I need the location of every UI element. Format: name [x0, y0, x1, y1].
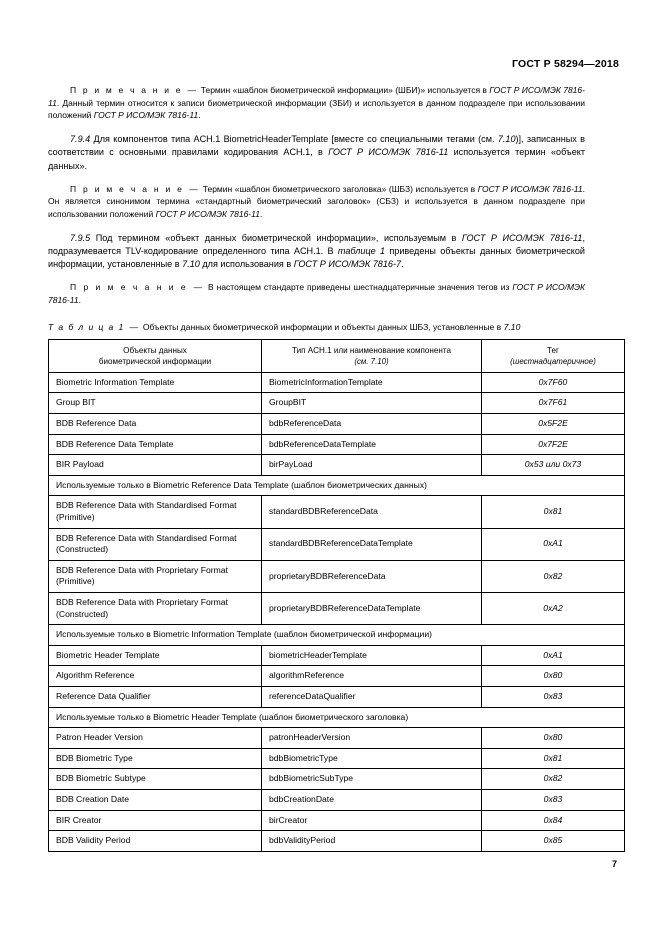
clause-text-795d: для использования в [199, 259, 294, 270]
table-row [49, 592, 625, 624]
cell-object-name: Patron Header Version [49, 728, 262, 749]
clause-text-795a: Под термином «объект данных биометрической информации», используемым в [95, 232, 462, 243]
cell-asn1-type: proprietaryBDBReferenceData [262, 560, 482, 592]
header-col2-line1: Тип ACH.1 или наименование компонента [292, 345, 451, 355]
cell-tag: 0x80 [482, 728, 625, 749]
cell-tag: 0x82 [482, 560, 625, 592]
cell-object-name: BDB Biometric Subtype [49, 769, 262, 790]
cell-tag: 0xA1 [482, 528, 625, 560]
table-row [49, 748, 625, 769]
cell-tag: 0x85 [482, 831, 625, 852]
note-paragraph-2 [48, 183, 585, 221]
clause-italic-794b: ГОСТ Р ИСО/МЭК 7816-11 [328, 147, 449, 158]
clause-italic-795b: таблице 1 [337, 246, 386, 257]
table-row [49, 434, 625, 455]
note-text-2b: . Он является синонимом термина «стандартный биометрический заголовок» (СБЗ) и используется в данном подразделе при использовании положений [48, 183, 586, 220]
table-header-cell-asn1-type [262, 339, 482, 372]
note-dash-3: — [193, 282, 203, 293]
table-row [49, 455, 625, 476]
cell-object-name: BDB Reference Data with Standardised Format (Primitive) [49, 496, 262, 528]
table-body [49, 339, 625, 851]
table-caption-label: Т а б л и ц а 1 [48, 321, 125, 332]
cell-object-name: BDB Reference Data Template [49, 434, 262, 455]
cell-asn1-type: GroupBIT [262, 393, 482, 414]
section-label: Используемые только в Biometric Reference Data Template (шаблон биометрических данных) [49, 475, 625, 496]
cell-tag: 0x83 [482, 686, 625, 707]
cell-tag: 0x5F2E [482, 414, 625, 435]
table-row [49, 810, 625, 831]
cell-tag: 0x7F60 [482, 372, 625, 393]
document-body [48, 84, 596, 852]
cell-asn1-type: referenceDataQualifier [262, 686, 482, 707]
clause-italic-795a: ГОСТ Р ИСО/МЭК 7816-11 [461, 232, 583, 243]
cell-asn1-type: proprietaryBDBReferenceDataTemplate [262, 592, 482, 624]
cell-object-name: BIR Creator [49, 810, 262, 831]
table-caption [48, 321, 585, 333]
table-row [49, 831, 625, 852]
header-col3-line2: (шестнадцатеричное) [510, 356, 596, 366]
table-header-cell-tag [482, 339, 625, 372]
cell-object-name: BDB Biometric Type [49, 748, 262, 769]
clause-number-794: 7.9.4 [70, 134, 91, 145]
table-section-row [49, 707, 625, 728]
cell-tag: 0x82 [482, 769, 625, 790]
clause-text-795b: , подразумевается TLV-кодирование определенного типа ACH.1. В [48, 232, 585, 257]
clause-text-794a: Для компонентов типа ACH.1 BiometricHeaderTemplate [вместе со специальными тегами (см. [93, 134, 498, 145]
table-section-row [49, 625, 625, 646]
cell-tag: 0x81 [482, 748, 625, 769]
table-row [49, 393, 625, 414]
biometric-data-objects-table [48, 339, 625, 852]
cell-asn1-type: patronHeaderVersion [262, 728, 482, 749]
note-paragraph-1 [48, 84, 585, 122]
note-text-2a: Термин «шаблон биометрического заголовка» (ШБЗ) используется в [202, 183, 478, 194]
cell-asn1-type: biometricHeaderTemplate [262, 645, 482, 666]
cell-tag: 0x80 [482, 666, 625, 687]
note-text-3b: . [78, 295, 81, 306]
cell-asn1-type: bdbBiometricSubType [262, 769, 482, 790]
clause-text-794c: используется термин «объект данных». [48, 147, 586, 171]
cell-asn1-type: bdbBiometricType [262, 748, 482, 769]
table-caption-ref: 7.10 [503, 321, 521, 332]
table-row [49, 372, 625, 393]
note-text-3a: В настоящем стандарте приведены шестнадцатеричные значения тегов из [208, 282, 513, 293]
table-row [49, 645, 625, 666]
cell-tag: 0x7F2E [482, 434, 625, 455]
cell-asn1-type: birPayLoad [262, 455, 482, 476]
table-caption-text: Объекты данных биометрической информации и объекты данных ШБЗ, установленные в [142, 321, 504, 332]
cell-asn1-type: standardBDBReferenceDataTemplate [262, 528, 482, 560]
cell-object-name: Biometric Information Template [49, 372, 262, 393]
note-italic-1a: ГОСТ Р ИСО/МЭК 7816-11 [48, 85, 585, 108]
note-paragraph-3 [48, 281, 585, 306]
note-text-2c: . [259, 209, 263, 220]
cell-asn1-type: standardBDBReferenceData [262, 496, 482, 528]
cell-asn1-type: BiometricInformationTemplate [262, 372, 482, 393]
cell-asn1-type: bdbReferenceDataTemplate [262, 434, 482, 455]
cell-asn1-type: bdbCreationDate [262, 789, 482, 810]
header-col3-line1: Тег [547, 345, 559, 355]
cell-object-name: BDB Reference Data [49, 414, 262, 435]
clause-paragraph-794 [48, 133, 585, 173]
table-row [49, 560, 625, 592]
clause-text-794b: )], записанных в соответствии с основными правилами кодирования ACH.1, в [48, 134, 585, 158]
header-col2-line2: (см. 7.10) [354, 356, 389, 366]
table-row [49, 496, 625, 528]
cell-object-name: Reference Data Qualifier [49, 686, 262, 707]
cell-object-name: BIR Payload [49, 455, 262, 476]
clause-text-795c: приведены объекты данных биометрической информации, установленные в [48, 246, 585, 270]
cell-tag: 0x7F61 [482, 393, 625, 414]
cell-object-name: Group BIT [49, 393, 262, 414]
section-label: Используемые только в Biometric Information Template (шаблон биометрической информации) [49, 625, 625, 646]
clause-italic-795d: ГОСТ Р ИСО/МЭК 7816-7 [293, 259, 402, 270]
clause-italic-794a: 7.10 [497, 134, 516, 145]
cell-tag: 0xA2 [482, 592, 625, 624]
cell-asn1-type: bdbReferenceData [262, 414, 482, 435]
table-row [49, 528, 625, 560]
table-header-row [49, 339, 625, 372]
cell-object-name: Algorithm Reference [49, 666, 262, 687]
table-header-cell-data-objects [49, 339, 262, 372]
table-row [49, 666, 625, 687]
table-caption-dash: — [129, 321, 139, 332]
note-label-1: П р и м е ч а н и е [70, 85, 183, 95]
cell-tag: 0x81 [482, 496, 625, 528]
clause-number-795: 7.9.5 [70, 232, 91, 243]
note-italic-2b: ГОСТ Р ИСО/МЭК 7816-11 [155, 209, 260, 220]
table-row [49, 789, 625, 810]
cell-object-name: BDB Validity Period [49, 831, 262, 852]
cell-tag: 0x53 или 0x73 [482, 455, 625, 476]
note-italic-2a: ГОСТ Р ИСО/МЭК 7816-11 [477, 183, 583, 194]
cell-tag: 0x83 [482, 789, 625, 810]
cell-tag: 0xA1 [482, 645, 625, 666]
cell-asn1-type: bdbValidityPeriod [262, 831, 482, 852]
note-italic-1b: ГОСТ Р ИСО/МЭК 7816-11 [93, 110, 199, 121]
note-dash-2: — [189, 183, 198, 194]
cell-tag: 0x84 [482, 810, 625, 831]
table-row [49, 728, 625, 749]
table-row [49, 769, 625, 790]
table-row [49, 686, 625, 707]
cell-object-name: BDB Creation Date [49, 789, 262, 810]
cell-asn1-type: birCreator [262, 810, 482, 831]
clause-text-795e: . [401, 259, 404, 270]
note-text-1c: . [198, 110, 201, 121]
page-header-standard-id: ГОСТ Р 58294—2018 [511, 58, 619, 70]
header-col1-line1: Объекты данных [123, 345, 187, 355]
table-section-row [49, 475, 625, 496]
section-label: Используемые только в Biometric Header Template (шаблон биометрического заголовка) [49, 707, 625, 728]
cell-object-name: BDB Reference Data with Proprietary Format (Primitive) [49, 560, 262, 592]
note-label-3: П р и м е ч а н и е [70, 282, 188, 293]
table-row [49, 414, 625, 435]
note-text-1b: . Данный термин относится к записи биометрической информации (ЗБИ) и используется в данном подразделе при использовании положений [48, 97, 585, 121]
cell-object-name: Biometric Header Template [49, 645, 262, 666]
header-col1-line2: биометрической информации [98, 356, 212, 366]
note-text-1a: Термин «шаблон биометрической информации» (ШБИ)» используется в [200, 85, 490, 95]
cell-asn1-type: algorithmReference [262, 666, 482, 687]
cell-object-name: BDB Reference Data with Proprietary Format (Constructed) [49, 592, 262, 624]
page-number: 7 [611, 859, 617, 869]
clause-paragraph-795 [48, 232, 585, 272]
cell-object-name: BDB Reference Data with Standardised Format (Constructed) [49, 528, 262, 560]
note-dash-1: — [187, 85, 196, 95]
clause-italic-795c: 7.10 [182, 259, 200, 270]
note-label-2: П р и м е ч а н и е [70, 183, 185, 194]
note-italic-3a: ГОСТ Р ИСО/МЭК 7816-11 [48, 282, 585, 306]
